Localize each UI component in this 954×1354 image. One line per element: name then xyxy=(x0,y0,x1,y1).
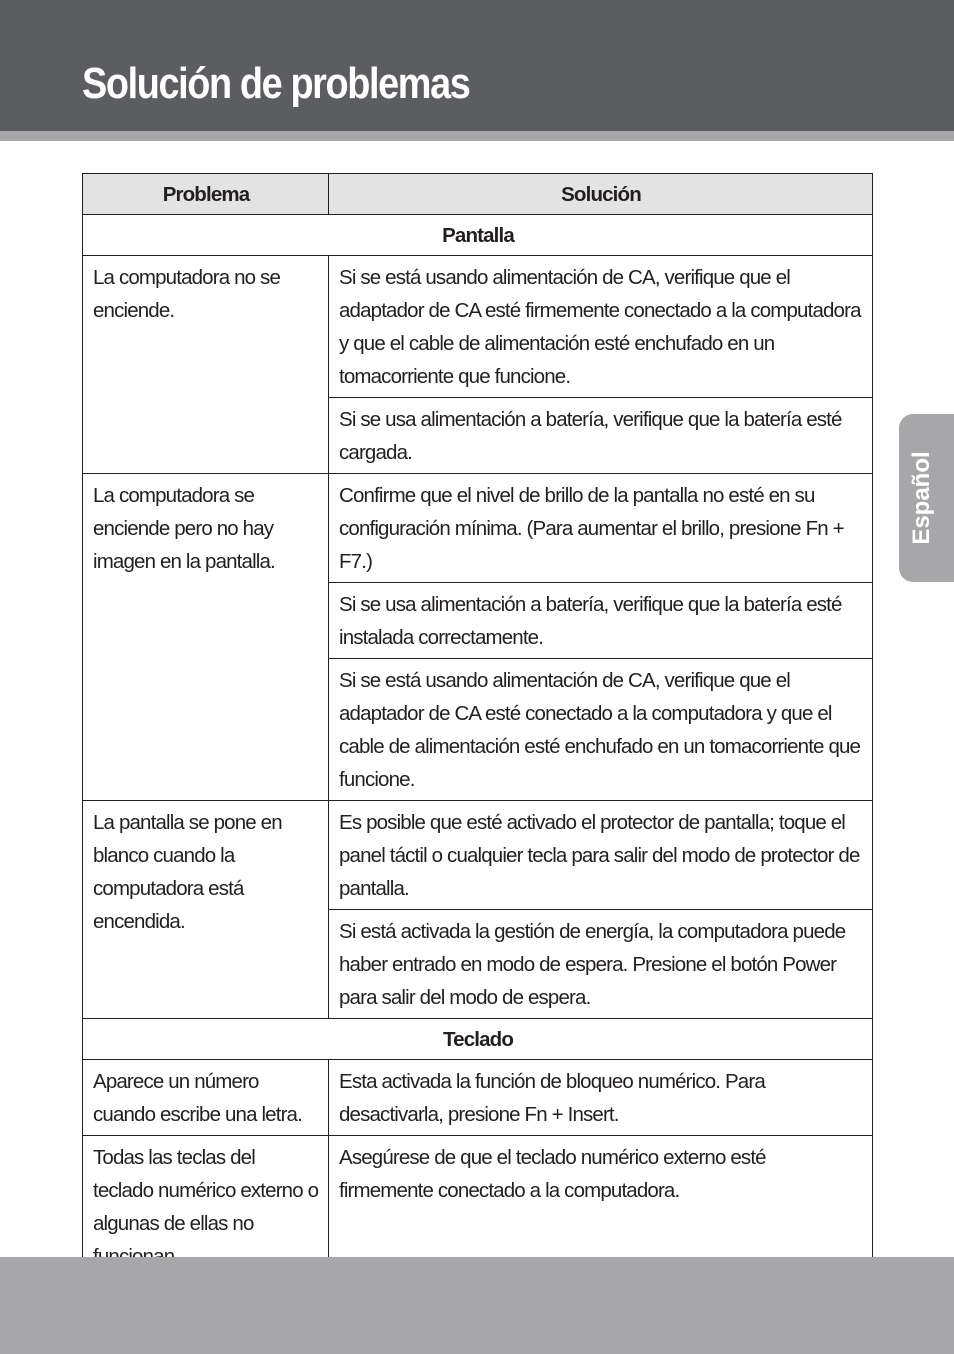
language-tab-label: Español xyxy=(908,451,935,545)
table-header-row xyxy=(83,174,873,215)
solution-cell: Si se está usando alimentación de CA, verifique que el adaptador de CA esté conectado a la computadora y que el cable de alimentación esté enchufado en un tomacorriente que funcione. xyxy=(329,659,873,801)
header-problem: Problema xyxy=(83,174,329,215)
table-row xyxy=(83,256,873,398)
problem-cell: La computadora no se enciende. xyxy=(83,256,329,474)
solution-cell: Asegúrese de que el teclado numérico externo esté firmemente conectado a la computadora. xyxy=(329,1136,873,1278)
troubleshooting-table xyxy=(82,173,873,1278)
solution-cell: Si se está usando alimentación de CA, verifique que el adaptador de CA esté firmemente conectado a la computadora y que el cable de alimentación esté enchufado en un tomacorriente que funcione. xyxy=(329,256,873,398)
problem-cell: La computadora se enciende pero no hay imagen en la pantalla. xyxy=(83,474,329,801)
solution-cell: Si está activada la gestión de energía, la computadora puede haber entrado en modo de espera. Presione el botón Power para salir del modo de espera. xyxy=(329,910,873,1019)
table-row xyxy=(83,801,873,910)
section-title-pantalla: Pantalla xyxy=(83,215,873,256)
section-row xyxy=(83,1019,873,1060)
problem-cell: Aparece un número cuando escribe una letra. xyxy=(83,1060,329,1136)
table-row xyxy=(83,474,873,583)
section-row xyxy=(83,215,873,256)
footer-band xyxy=(0,1257,954,1354)
problem-cell: La pantalla se pone en blanco cuando la computadora está encendida. xyxy=(83,801,329,1019)
table-row xyxy=(83,1060,873,1136)
solution-cell: Confirme que el nivel de brillo de la pantalla no esté en su configuración mínima. (Para aumentar el brillo, presione Fn + F7.) xyxy=(329,474,873,583)
header-solution: Solución xyxy=(329,174,873,215)
page-title: Solución de problemas xyxy=(82,59,470,108)
solution-cell: Si se usa alimentación a batería, verifique que la batería esté instalada correctamente. xyxy=(329,583,873,659)
solution-cell: Esta activada la función de bloqueo numérico. Para desactivarla, presione Fn + Insert. xyxy=(329,1060,873,1136)
solution-cell: Es posible que esté activado el protector de pantalla; toque el panel táctil o cualquier tecla para salir del modo de protector de pantalla. xyxy=(329,801,873,910)
header-stripe xyxy=(0,131,954,141)
section-title-teclado: Teclado xyxy=(83,1019,873,1060)
solution-cell: Si se usa alimentación a batería, verifique que la batería esté cargada. xyxy=(329,398,873,474)
problem-cell: Todas las teclas del teclado numérico externo o algunas de ellas no xyxy=(83,1136,329,1278)
